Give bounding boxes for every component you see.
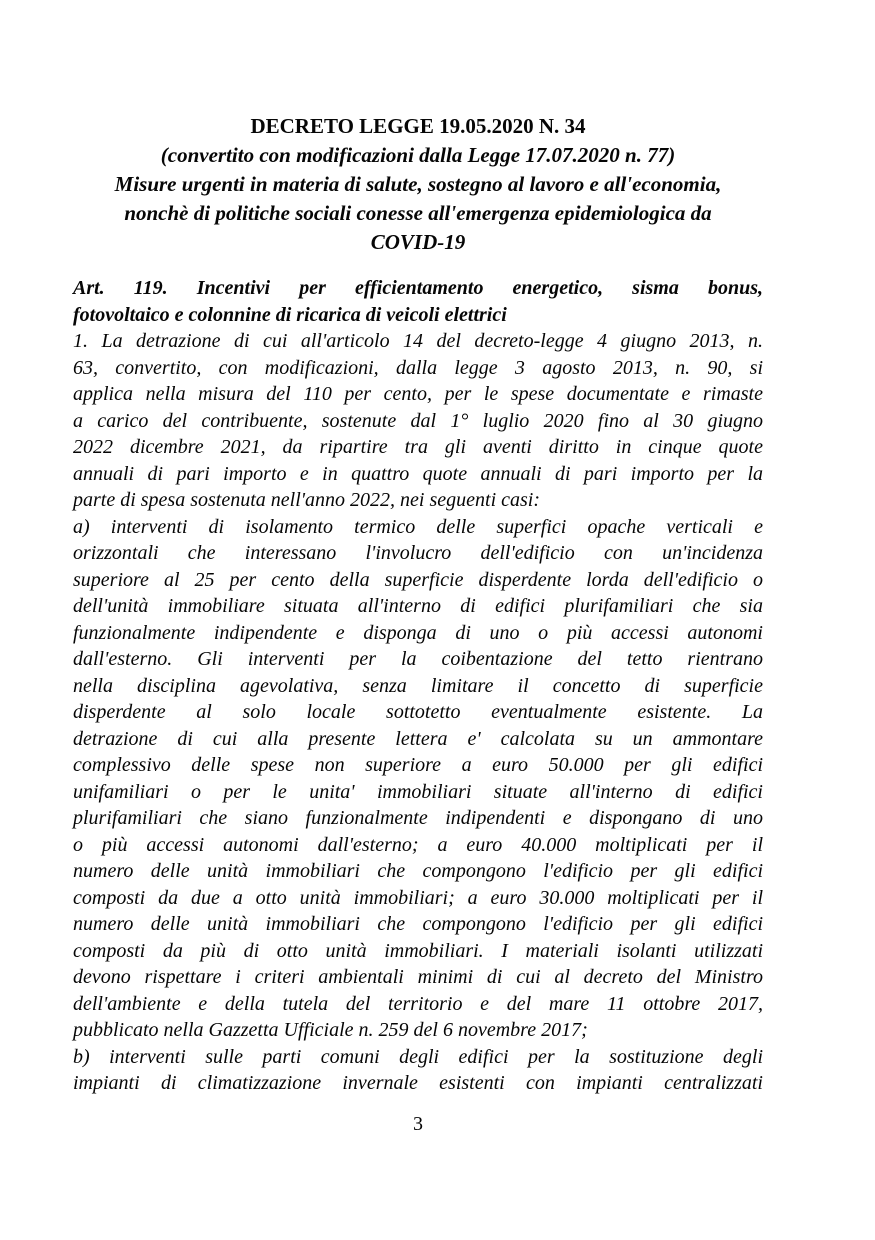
body-line: impianti di climatizzazione invernale esistenti con impianti centralizzati <box>73 1072 763 1094</box>
body-line: complessivo delle spese non superiore a euro 50.000 per gli edifici <box>73 754 763 776</box>
body-line: numero delle unità immobiliari che compongono l'edificio per gli edifici <box>73 860 763 882</box>
body-line: a carico del contribuente, sostenute dal 1° luglio 2020 fino al 30 giugno <box>73 409 763 432</box>
article-body <box>73 328 763 1097</box>
body-line: plurifamiliari che siano funzionalmente indipendenti e dispongano di uno <box>73 807 763 829</box>
body-line: orizzontali che interessano l'involucro dell'edificio con un'incidenza <box>73 542 763 564</box>
body-line: devono rispettare i criteri ambientali minimi di cui al decreto del Ministro <box>73 966 763 988</box>
body-line: dall'esterno. Gli interventi per la coibentazione del tetto rientrano <box>73 648 763 670</box>
body-line: pubblicato nella Gazzetta Ufficiale n. 259 del 6 novembre 2017; <box>73 1019 588 1041</box>
body-line: funzionalmente indipendente e disponga di uno o più accessi autonomi <box>73 621 763 644</box>
document-subtitle-line: (convertito con modificazioni dalla Legge 17.07.2020 n. 77) <box>160 143 676 167</box>
page-number: 3 <box>413 1112 423 1135</box>
body-line: dell'unità immobiliare situata all'interno di edifici plurifamiliari che sia <box>73 595 763 617</box>
body-line: disperdente al solo locale sottotetto eventualmente esistente. La <box>73 701 763 723</box>
document-title: DECRETO LEGGE 19.05.2020 N. 34 <box>250 114 586 138</box>
body-line: parte di spesa sostenuta nell'anno 2022, nei seguenti casi: <box>73 489 541 511</box>
body-line: a) interventi di isolamento termico delle superfici opache verticali e <box>73 515 763 538</box>
body-line: nella disciplina agevolativa, senza limitare il concetto di superficie <box>73 674 763 697</box>
body-line: o più accessi autonomi dall'esterno; a euro 40.000 moltiplicati per il <box>73 833 763 856</box>
body-line: annuali di pari importo e in quattro quote annuali di pari importo per la <box>73 462 763 485</box>
article-heading <box>73 275 763 328</box>
body-line: 2022 dicembre 2021, da ripartire tra gli aventi diritto in cinque quote <box>73 436 763 458</box>
body-line: composti da più di otto unità immobiliari. I materiali isolanti utilizzati <box>73 939 763 962</box>
document-subtitle-line: nonchè di politiche sociali conesse all'emergenza epidemiologica da <box>124 201 712 225</box>
body-line: numero delle unità immobiliari che compongono l'edificio per gli edifici <box>73 913 763 935</box>
body-line: b) interventi sulle parti comuni degli edifici per la sostituzione degli <box>73 1045 763 1068</box>
body-line: dell'ambiente e della tutela del territorio e del mare 11 ottobre 2017, <box>73 992 763 1015</box>
document-subtitle-line: Misure urgenti in materia di salute, sostegno al lavoro e all'economia, <box>114 172 722 196</box>
body-line: superiore al 25 per cento della superficie disperdente lorda dell'edificio o <box>73 568 763 591</box>
text-block <box>73 112 763 1137</box>
document-subtitle-line: COVID-19 <box>370 230 466 254</box>
article-heading-line: fotovoltaico e colonnine di ricarica di veicoli elettrici <box>73 303 507 326</box>
body-line: 63, convertito, con modificazioni, dalla legge 3 agosto 2013, n. 90, si <box>73 356 763 379</box>
document-header <box>73 112 763 257</box>
body-line: applica nella misura del 110 per cento, per le spese documentate e rimaste <box>73 383 763 405</box>
body-line: unifamiliari o per le unita' immobiliari situate all'interno di edifici <box>73 780 763 803</box>
body-line: 1. La detrazione di cui all'articolo 14 del decreto-legge 4 giugno 2013, n. <box>73 330 763 352</box>
body-line: composti da due a otto unità immobiliari; a euro 30.000 moltiplicati per il <box>73 886 763 909</box>
body-line: detrazione di cui alla presente lettera e' calcolata su un ammontare <box>73 727 763 750</box>
article-heading-line: Art. 119. Incentivi per efficientamento energetico, sisma bonus, <box>73 277 763 299</box>
